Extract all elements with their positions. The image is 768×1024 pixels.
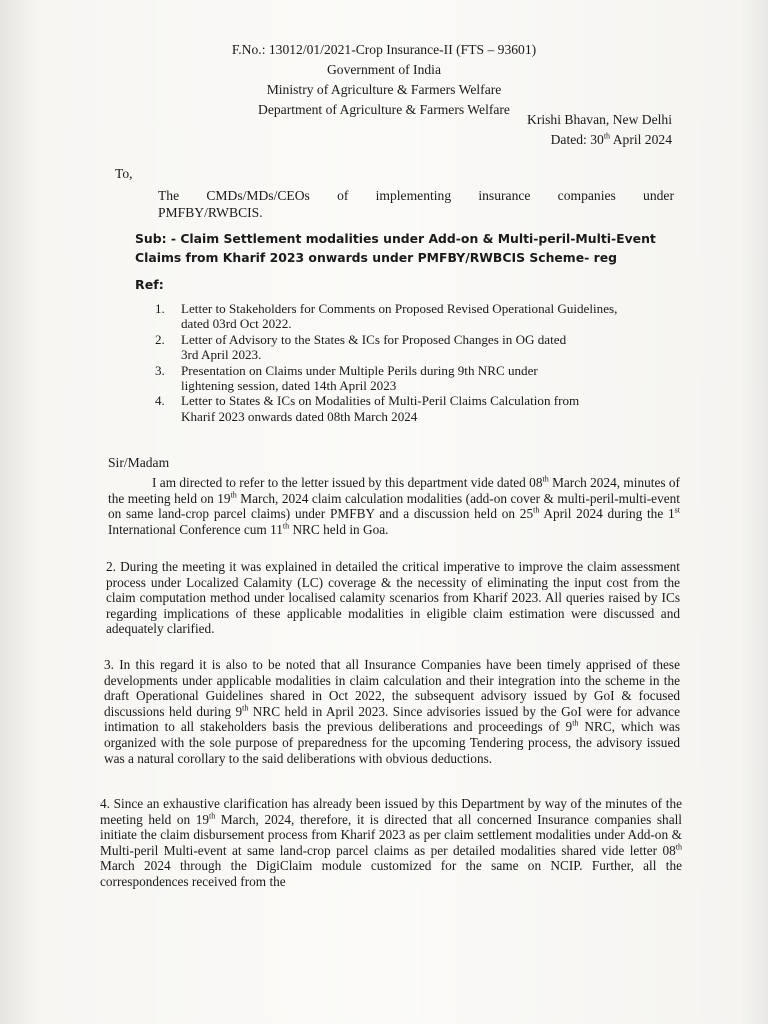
addressee-word: under [643,188,674,203]
addressee-word: companies [557,188,616,203]
addressee-word: CMDs/MDs/CEOs [206,188,310,203]
place: Krishi Bhavan, New Delhi [527,112,672,127]
subject: Sub: - Claim Settlement modalities under Add-on & Multi-peril-Multi-Event Claims from Kharif 2023 onwards under PMFBY/RWBCIS Scheme- reg [135,231,656,265]
paragraph-4: 4. Since an exhaustive clarification has already been issued by this Department by way of the minutes of the meeting held on 19th March, 2024, therefore, it is directed that all concerned Insurance companies shall initiate the claim disbursement process from Kharif 2023 as per claim settlement modalities under Add-on & Multi-peril Multi-event at same land-crop parcel claims as per detailed modalities shared vide letter 08th March 2024 through the DigiClaim module customized for the same on NCIP. Further, all the correspondences received from the [100,796,683,889]
reference-list [155,301,675,424]
letterhead [0,40,768,120]
addressee-word: The [158,188,180,203]
reference-item: 1. Letter to Stakeholders for Comments on Proposed Revised Operational Guidelines, dated 03rd Oct 2022. [155,301,618,332]
ministry-line: Ministry of Agriculture & Farmers Welfare [266,82,502,97]
paragraph-1: I am directed to refer to the letter issued by this department vide dated 08th March 2024, minutes of the meeting held on 19th March, 2024 claim calculation modalities (add-on cover & multi-peril-multi-event on same land-crop parcel claims) under PMFBY and a discussion held on 25th April 2024 during the 1st International Conference cum 11th NRC held in Goa. [108,474,680,537]
place-date [372,110,672,150]
addressee-word: implementing [375,188,452,203]
addressee-line-2: PMFBY/RWBCIS. [158,205,263,220]
department-line: Department of Agriculture & Farmers Welfare [258,102,510,117]
file-number: F.No.: 13012/01/2021-Crop Insurance-II (FTS – 93601) [231,42,537,57]
reference-item: 2. Letter of Advisory to the States & ICs for Proposed Changes in OG dated 3rd April 2023. [155,331,567,363]
salutation: Sir/Madam [108,455,170,470]
reference-item: 3. Presentation on Claims under Multiple Perils during 9th NRC under lightening session, dated 14th April 2023 [155,362,538,394]
to-label: To, [115,166,133,181]
government-line: Government of India [326,62,441,77]
addressee-line-1 [158,188,674,204]
paragraph-2: 2. During the meeting it was explained in detailed the critical imperative to improve the claim assessment process under Localized Calamity (LC) coverage & the necessity of eliminating the input cost from the claim computation method under localised calamity scenarios from Kharif 2023. All queries raised by ICs regarding implications of these applicable modalities in eligible claim estimation were discussed and adequately clarified. [106,559,680,637]
addressee [158,188,674,222]
date: Dated: 30th April 2024 [550,131,672,147]
addressee-word: insurance [478,188,531,203]
addressee-word: of [337,188,349,203]
reference-item: 4. Letter to States & ICs on Modalities of Multi-Peril Claims Calculation from Kharif 2023 onwards dated 08th March 2024 [155,393,580,424]
ref-title: Ref: [135,277,164,292]
paragraph-3: 3. In this regard it is also to be noted that all Insurance Companies have been timely apprised of these developments under applicable modalities in claim calculation and their integration into the scheme in the draft Operational Guidelines shared in Oct 2022, the subsequent advisory issued by GoI & focused discussions held during 9th NRC held in April 2023. Since advisories issued by the GoI were for advance intimation to all stakeholders basis the previous deliberations and proceedings of 9th NRC, which was organized with the sole purpose of preparedness for the upcoming Tendering process, the advisory issued was a natural corollary to the said deliberations with obvious deductions. [104,657,680,766]
